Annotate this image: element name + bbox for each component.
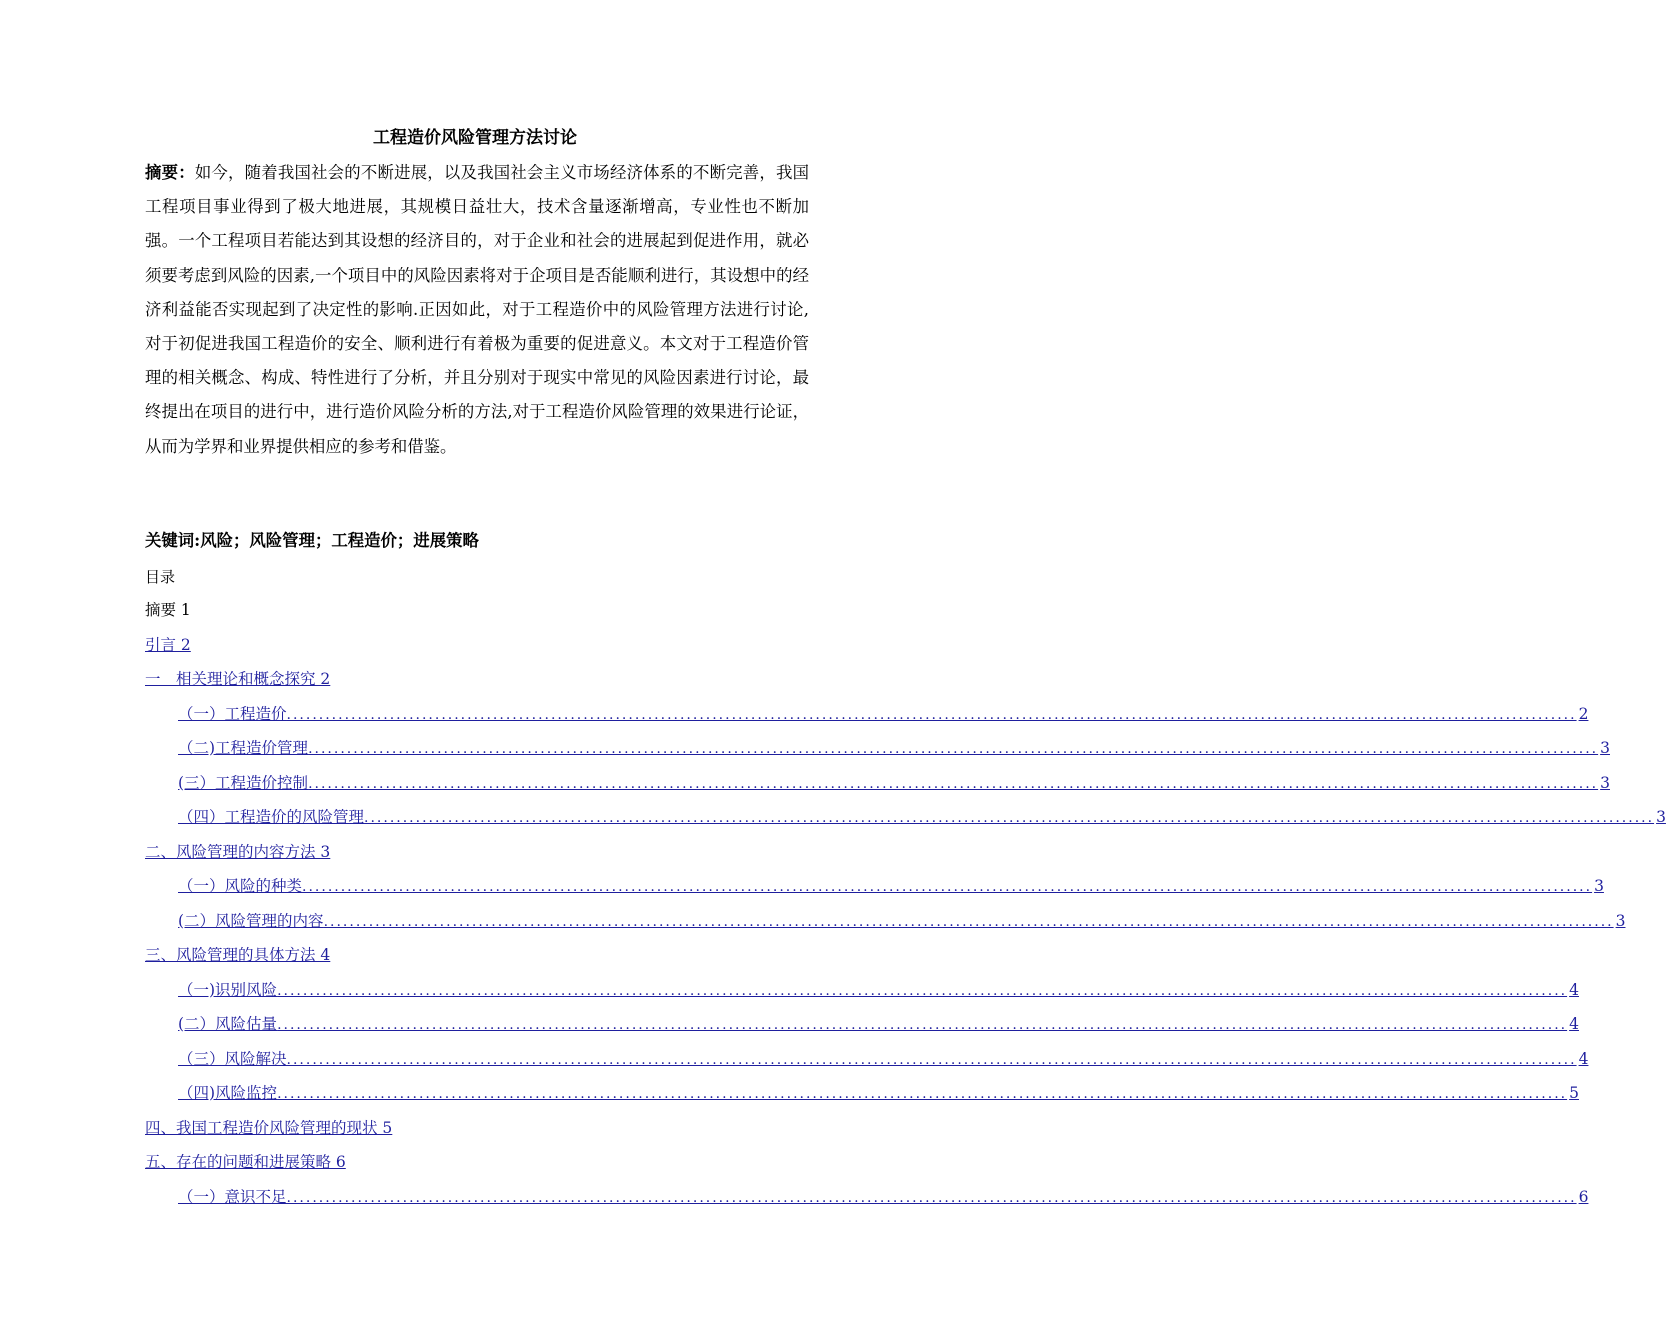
abstract-paragraph (145, 156, 809, 464)
toc-leader-dots: ........................................................................................................................................................................................................ (286, 706, 1577, 723)
toc-link[interactable] (178, 770, 1610, 796)
toc-leader-dots: ........................................................................................................................................................................................................ (323, 913, 1614, 930)
toc-leader-dots: ........................................................................................................................................................................................................ (277, 982, 1568, 999)
abstract-text: 如今，随着我国社会的不断进展，以及我国社会主义市场经济体系的不断完善，我国工程项目事业得到了极大地进展，其规模日益壮大，技术含量逐渐增高，专业性也不断加强。一个工程项目若能达到其设想的经济目的，对于企业和社会的进展起到促进作用，就必须要考虑到风险的因素,一个项目中的风险因素将对于企项目是否能顺利进行，其设想中的经济利益能否实现起到了决定性的影响.正因如此，对于工程造价中的风险管理方法进行讨论,对于初促进我国工程造价的安全、顺利进行有着极为重要的促进意义。本文对于工程造价管理的相关概念、构成、特性进行了分析，并且分别对于现实中常见的风险因素进行讨论，最终提出在项目的进行中，进行造价风险分析的方法,对于工程造价风险管理的效果进行论证，从而为学界和业界提供相应的参考和借鉴。 (145, 163, 810, 456)
toc-link[interactable]: 一 相关理论和概念探究 2 (145, 670, 331, 688)
toc-link[interactable] (178, 735, 1610, 761)
toc-leader-dots: ........................................................................................................................................................................................................ (308, 775, 1599, 792)
toc-link[interactable]: 引言 2 (145, 635, 191, 654)
toc-link[interactable] (178, 1080, 1579, 1106)
toc-page-number: 5 (1569, 1084, 1579, 1102)
toc-leader-dots: ........................................................................................................................................................................................................ (277, 1017, 1568, 1033)
toc-entry: 摘要 1 (145, 601, 191, 619)
toc-link[interactable] (178, 908, 1626, 934)
toc-page-number: 3 (1656, 808, 1666, 826)
toc-page-number: 6 (1578, 1187, 1589, 1206)
toc-leader-dots: ........................................................................................................................................................................................................ (308, 741, 1599, 757)
document-title: 工程造价风险管理方法讨论 (373, 128, 577, 148)
toc-page-number: 3 (1615, 911, 1626, 930)
toc-entry-title: （三）风险解决 (178, 1049, 287, 1068)
toc-link[interactable] (178, 804, 1666, 830)
toc-link[interactable]: 二、风险管理的内容方法 3 (145, 842, 331, 861)
toc-entry-title: (二）风险管理的内容 (178, 911, 324, 930)
keywords-text: 风险；风险管理；工程造价；进展策略 (200, 531, 479, 550)
toc-page-number: 3 (1594, 877, 1604, 895)
toc-entry-title: （一）风险的种类 (178, 877, 303, 895)
toc-page-number: 3 (1600, 773, 1610, 792)
toc-leader-dots: ........................................................................................................................................................................................................ (286, 1189, 1577, 1206)
toc-page-number: 2 (1578, 704, 1589, 723)
keywords-label: 关键词: (145, 531, 201, 550)
toc-link[interactable] (178, 701, 1589, 727)
toc-link[interactable] (178, 1184, 1589, 1210)
toc-link[interactable]: 四、我国工程造价风险管理的现状 5 (145, 1118, 393, 1137)
keywords-line (145, 528, 479, 554)
toc-leader-dots: ........................................................................................................................................................................................................ (364, 810, 1655, 826)
abstract-label: 摘要： (145, 163, 195, 182)
toc-link[interactable] (178, 1046, 1589, 1072)
toc-link[interactable]: 三、风险管理的具体方法 4 (145, 946, 331, 964)
toc-entry-title: （一）工程造价 (178, 704, 287, 723)
toc-leader-dots: ........................................................................................................................................................................................................ (277, 1086, 1568, 1102)
toc-link[interactable] (178, 1011, 1579, 1037)
toc-entry-title: （二)工程造价管理 (178, 739, 309, 757)
toc-page-number: 4 (1569, 980, 1579, 999)
toc-heading: 目录 (145, 568, 176, 586)
toc-entry-title: (三）工程造价控制 (178, 773, 309, 792)
toc-link[interactable] (178, 977, 1579, 1003)
toc-entry-title: （四）工程造价的风险管理 (178, 808, 365, 826)
toc-leader-dots: ........................................................................................................................................................................................................ (286, 1051, 1577, 1068)
toc-page-number: 4 (1578, 1049, 1589, 1068)
toc-entry-title: （一)识别风险 (178, 980, 278, 999)
toc-entry-title: （一）意识不足 (178, 1187, 287, 1206)
toc-leader-dots: ........................................................................................................................................................................................................ (302, 879, 1593, 895)
toc-page-number: 4 (1569, 1015, 1579, 1033)
toc-entry-title: （四)风险监控 (178, 1084, 278, 1102)
toc-link[interactable] (178, 873, 1604, 899)
toc-link[interactable]: 五、存在的问题和进展策略 6 (145, 1153, 346, 1171)
toc-page-number: 3 (1600, 739, 1610, 757)
toc-entry-title: (二）风险估量 (178, 1015, 278, 1033)
